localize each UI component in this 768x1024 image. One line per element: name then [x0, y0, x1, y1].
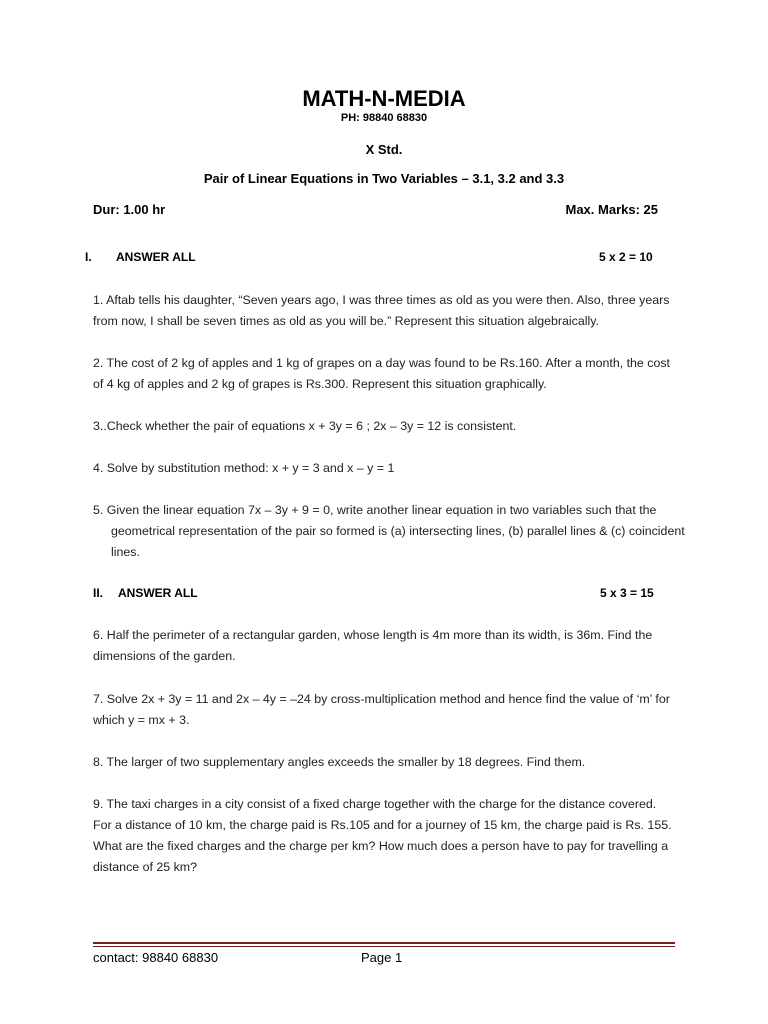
section-1-title: ANSWER ALL — [116, 250, 196, 264]
section-1-marks: 5 x 2 = 10 — [599, 250, 653, 264]
question-4: 4. Solve by substitution method: x + y = 3 and x – y = 1 — [93, 461, 395, 475]
page-number: Page 1 — [361, 950, 403, 965]
section-2-numeral: II. — [93, 586, 104, 600]
section-1-numeral: I. — [85, 250, 92, 264]
footer-rule-thick — [93, 942, 675, 944]
phone-number: PH: 98840 68830 — [340, 112, 428, 124]
question-1: 1. Aftab tells his daughter, “Seven years ago, I was three times as old as you were then. Also, three years from now, I shall be seven times as old as you will be.” Represent this situation algebraically. — [93, 293, 670, 328]
page-title: MATH-N-MEDIA — [302, 86, 466, 111]
question-9: 9. The taxi charges in a city consist of a fixed charge together with the charge for the distance covered. For a distance of 10 km, the charge paid is Rs.105 and for a journey of 15 km, the charge paid is Rs. 155. What are the fixed charges and the charge per km? How much does a person have to pay for travelling a distance of 25 km? — [93, 797, 672, 874]
question-8: 8. The larger of two supplementary angles exceeds the smaller by 18 degrees. Find them. — [93, 755, 586, 769]
section-2-title: ANSWER ALL — [118, 586, 198, 600]
question-7: 7. Solve 2x + 3y = 11 and 2x – 4y = –24 by cross-multiplication method and hence find the value of ‘m’ for which y = mx + 3. — [93, 692, 670, 727]
question-6: 6. Half the perimeter of a rectangular garden, whose length is 4m more than its width, is 36m. Find the dimensions of the garden. — [93, 628, 653, 663]
subject-title: Pair of Linear Equations in Two Variables – 3.1, 3.2 and 3.3 — [203, 171, 565, 186]
class-standard: X Std. — [365, 142, 403, 157]
duration: Dur: 1.00 hr — [93, 202, 166, 217]
section-2-marks: 5 x 3 = 15 — [600, 586, 654, 600]
footer-contact: contact: 98840 68830 — [93, 950, 219, 965]
question-2: 2. The cost of 2 kg of apples and 1 kg of grapes on a day was found to be Rs.160. After a month, the cost of 4 kg of apples and 2 kg of grapes is Rs.300. Represent this situation graphically. — [93, 356, 670, 391]
question-3: 3..Check whether the pair of equations x + 3y = 6 ; 2x – 3y = 12 is consistent. — [93, 419, 517, 433]
footer-rule-thin — [93, 946, 675, 947]
question-5: 5. Given the linear equation 7x – 3y + 9 = 0, write another linear equation in two variables such that the geometrical representation of the pair so formed is (a) intersecting lines, (b) parallel lines & (c) coincident lines. — [93, 503, 685, 559]
max-marks: Max. Marks: 25 — [565, 202, 658, 217]
